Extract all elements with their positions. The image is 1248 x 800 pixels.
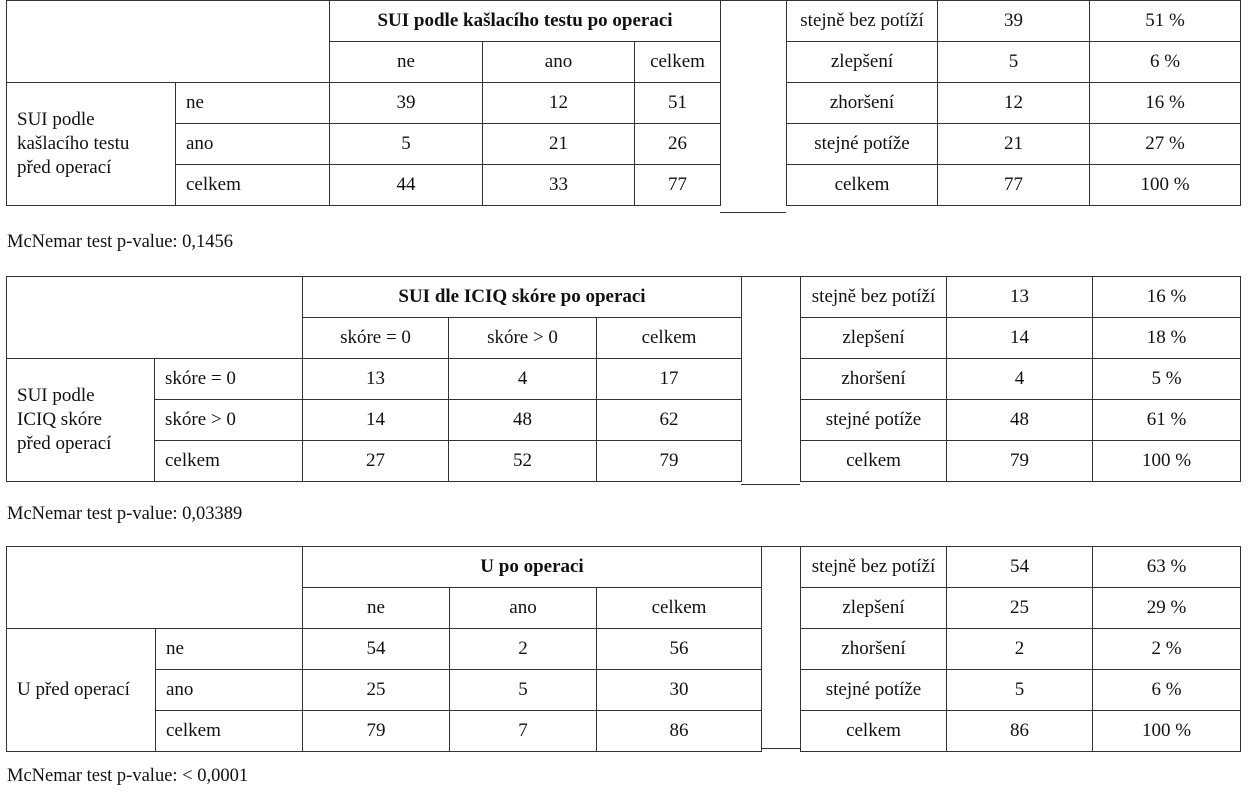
summary-label: stejně bez potíží	[801, 277, 947, 318]
col-header: ne	[303, 588, 450, 629]
summary-n: 14	[947, 318, 1093, 359]
cell: 86	[597, 711, 762, 752]
cell: 77	[635, 165, 721, 206]
contingency-table-1	[6, 0, 721, 206]
summary-pct: 61 %	[1093, 400, 1241, 441]
summary-label: zlepšení	[787, 42, 938, 83]
cell: 17	[597, 359, 742, 400]
cell: 48	[449, 400, 597, 441]
summary-table-3	[800, 546, 1241, 752]
row-header-line: před operací	[17, 157, 112, 178]
summary-label: stejně bez potíží	[787, 1, 938, 42]
col-header: celkem	[597, 588, 762, 629]
summary-n: 2	[947, 629, 1093, 670]
cell: 14	[303, 400, 449, 441]
cell: 26	[635, 124, 721, 165]
gap-cell	[761, 546, 800, 749]
cell: 30	[597, 670, 762, 711]
cell: 51	[635, 83, 721, 124]
summary-pct: 29 %	[1093, 588, 1241, 629]
cell: 44	[330, 165, 483, 206]
summary-label: zhoršení	[801, 359, 947, 400]
row-header-line: kašlacího testu	[17, 133, 130, 154]
cell: 33	[483, 165, 635, 206]
summary-label: stejně bez potíží	[801, 547, 947, 588]
cell: 5	[450, 670, 597, 711]
row-label: ano	[156, 670, 303, 711]
pvalue-text: McNemar test p-value: 0,03389	[7, 504, 243, 524]
cell: 62	[597, 400, 742, 441]
summary-n: 5	[947, 670, 1093, 711]
summary-label: stejné potíže	[787, 124, 938, 165]
corner-cell	[7, 277, 303, 359]
summary-pct: 100 %	[1090, 165, 1241, 206]
row-label: skóre = 0	[155, 359, 303, 400]
row-label: ne	[156, 629, 303, 670]
contingency-table-3	[6, 546, 762, 752]
cell: 4	[449, 359, 597, 400]
row-label: celkem	[156, 711, 303, 752]
cell: 7	[450, 711, 597, 752]
col-header: celkem	[597, 318, 742, 359]
cell: 79	[303, 711, 450, 752]
summary-pct: 100 %	[1093, 711, 1241, 752]
pvalue-text: McNemar test p-value: < 0,0001	[7, 766, 249, 786]
cell: 27	[303, 441, 449, 482]
row-label: celkem	[155, 441, 303, 482]
summary-pct: 27 %	[1090, 124, 1241, 165]
summary-n: 77	[938, 165, 1090, 206]
summary-pct: 6 %	[1090, 42, 1241, 83]
cell: 12	[483, 83, 635, 124]
col-header: skóre > 0	[449, 318, 597, 359]
row-label: ne	[176, 83, 330, 124]
row-header-line: před operací	[17, 433, 112, 454]
row-label: ano	[176, 124, 330, 165]
gap-cell	[720, 0, 786, 213]
summary-label: zhoršení	[787, 83, 938, 124]
pvalue-text: McNemar test p-value: 0,1456	[7, 232, 234, 252]
summary-n: 5	[938, 42, 1090, 83]
summary-pct: 16 %	[1090, 83, 1241, 124]
cell: 2	[450, 629, 597, 670]
cell: 39	[330, 83, 483, 124]
row-header: U před operací	[7, 629, 156, 752]
summary-pct: 18 %	[1093, 318, 1241, 359]
summary-n: 86	[947, 711, 1093, 752]
table-title: U po operaci	[303, 547, 762, 588]
col-header: ne	[330, 42, 483, 83]
table-title: SUI podle kašlacího testu po operaci	[330, 1, 721, 42]
cell: 54	[303, 629, 450, 670]
cell: 56	[597, 629, 762, 670]
row-label: skóre > 0	[155, 400, 303, 441]
summary-label: stejné potíže	[801, 400, 947, 441]
row-header	[7, 359, 155, 482]
row-header-line: SUI podle	[17, 385, 95, 406]
summary-n: 39	[938, 1, 1090, 42]
summary-n: 54	[947, 547, 1093, 588]
summary-n: 13	[947, 277, 1093, 318]
summary-n: 12	[938, 83, 1090, 124]
summary-pct: 16 %	[1093, 277, 1241, 318]
summary-table-2	[800, 276, 1241, 482]
cell: 25	[303, 670, 450, 711]
summary-label: celkem	[787, 165, 938, 206]
summary-n: 21	[938, 124, 1090, 165]
summary-pct: 6 %	[1093, 670, 1241, 711]
row-label: celkem	[176, 165, 330, 206]
summary-label: celkem	[801, 441, 947, 482]
summary-pct: 100 %	[1093, 441, 1241, 482]
col-header: skóre = 0	[303, 318, 449, 359]
summary-n: 25	[947, 588, 1093, 629]
summary-pct: 63 %	[1093, 547, 1241, 588]
cell: 52	[449, 441, 597, 482]
summary-label: stejné potíže	[801, 670, 947, 711]
summary-n: 4	[947, 359, 1093, 400]
table-title: SUI dle ICIQ skóre po operaci	[303, 277, 742, 318]
row-header-line: ICIQ skóre	[17, 409, 102, 430]
summary-n: 48	[947, 400, 1093, 441]
summary-label: zhoršení	[801, 629, 947, 670]
cell: 79	[597, 441, 742, 482]
corner-cell	[7, 1, 330, 83]
summary-pct: 5 %	[1093, 359, 1241, 400]
row-header-line: SUI podle	[17, 109, 95, 130]
summary-n: 79	[947, 441, 1093, 482]
cell: 5	[330, 124, 483, 165]
col-header: ano	[450, 588, 597, 629]
summary-label: zlepšení	[801, 318, 947, 359]
col-header: ano	[483, 42, 635, 83]
contingency-table-2	[6, 276, 742, 482]
summary-table-1	[786, 0, 1241, 206]
cell: 21	[483, 124, 635, 165]
summary-label: celkem	[801, 711, 947, 752]
gap-cell	[741, 276, 800, 485]
summary-pct: 51 %	[1090, 1, 1241, 42]
summary-label: zlepšení	[801, 588, 947, 629]
summary-pct: 2 %	[1093, 629, 1241, 670]
row-header	[7, 83, 176, 206]
col-header: celkem	[635, 42, 721, 83]
corner-cell	[7, 547, 303, 629]
cell: 13	[303, 359, 449, 400]
